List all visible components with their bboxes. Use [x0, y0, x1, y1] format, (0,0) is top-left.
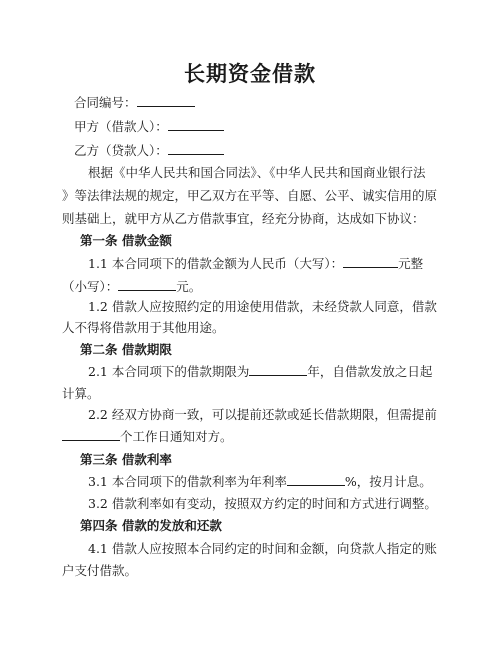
clause-1-2-line-1: 1.2 借款人应按照约定的用途使用借款，未经贷款人同意，借款: [88, 299, 437, 314]
clause-4-1-line-1: 4.1 借款人应按照本合同约定的时间和金额，向贷款人指定的账: [88, 541, 437, 556]
amount-figures-blank: [118, 278, 176, 291]
party-b-blank: [168, 142, 224, 155]
notice-days-blank: [62, 428, 120, 441]
clause-2-2-line-2: [62, 427, 422, 446]
article-2-heading: 第二条 借款期限: [80, 342, 172, 357]
clause-3-1-tail: %，按月计息。: [344, 474, 432, 489]
contract-number-line: [74, 93, 434, 112]
term-years-blank: [249, 363, 307, 376]
article-1-heading: 第一条 借款金额: [80, 233, 172, 248]
party-b-line: [74, 141, 434, 160]
contract-number-label: 合同编号：: [74, 95, 137, 110]
party-a-label: 甲方（借款人）：: [74, 119, 168, 134]
clause-1-1-line-1: [88, 254, 448, 273]
clause-2-2-line-1: 2.2 经双方协商一致，可以提前还款或延长借款期限，但需提前: [88, 407, 437, 422]
party-a-line: [74, 117, 434, 136]
article-3-heading: 第三条 借款利率: [80, 452, 172, 467]
clause-3-1: [88, 472, 448, 491]
clause-3-2: 3.2 借款利率如有变动，按照双方约定的时间和方式进行调整。: [88, 496, 437, 511]
clause-2-1-tail: 年，自借款发放之日起: [307, 364, 433, 379]
clause-1-1-line-2: [62, 277, 422, 296]
contract-number-blank: [137, 94, 195, 107]
preamble-line-1: 根据《中华人民共和国合同法》、《中华人民共和国商业银行法: [88, 165, 426, 180]
clause-2-1-line-2: 计算。: [62, 386, 100, 401]
clause-1-1-text: 1.1 本合同项下的借款金额为人民币（大写）：: [88, 256, 344, 271]
article-4-heading: 第四条 借款的发放和还款: [80, 518, 222, 533]
clause-1-1-unit: 元整: [398, 256, 424, 271]
clause-2-1-text: 2.1 本合同项下的借款期限为: [88, 364, 250, 379]
clause-2-2-tail: 个工作日通知对方。: [120, 429, 233, 444]
party-b-label: 乙方（贷款人）：: [74, 143, 168, 158]
interest-rate-blank: [287, 473, 345, 486]
clause-3-1-text: 3.1 本合同项下的借款利率为年利率: [88, 474, 287, 489]
party-a-blank: [168, 118, 224, 131]
clause-1-2-line-2: 人不得将借款用于其他用途。: [62, 320, 225, 335]
preamble-line-3: 则基础上，就甲方从乙方借款事宜，经充分协商，达成如下协议：: [62, 211, 425, 226]
clause-4-1-line-2: 户支付借款。: [62, 563, 138, 578]
clause-2-1-line-1: [88, 362, 448, 381]
clause-1-1-small-label: （小写）：: [62, 279, 119, 294]
amount-words-blank: [343, 255, 398, 268]
document-title: 长期资金借款: [184, 61, 316, 86]
preamble-line-2: 》等法律法规的规定，甲乙双方在平等、自愿、公平、诚实信用的原: [62, 188, 438, 203]
clause-1-1-small-unit: 元。: [176, 279, 202, 294]
